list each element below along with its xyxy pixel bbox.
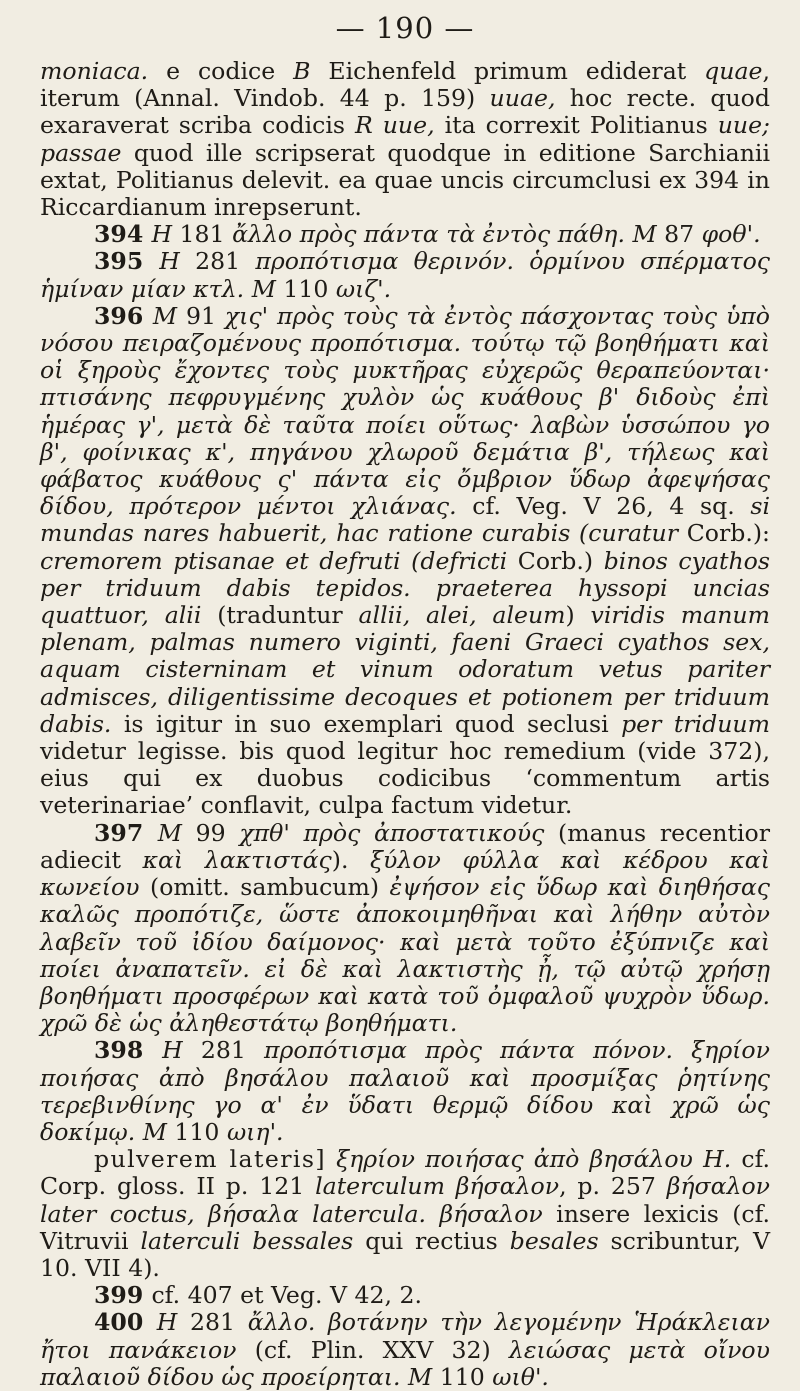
text-run: cf. 407 et Veg. V 42, 2. (151, 1281, 423, 1310)
page-number: — 190 — (335, 11, 475, 45)
italic-text: R uue, (354, 111, 435, 140)
italic-text: viridis manum plenam, palmas numero viginti, faeni Graeci cyathos sex, aquam cisterninam et vinum odoratum vetus pariter admisces, diligentissime decoques et potionem per triduum dabis. (40, 601, 770, 738)
text-run: 110 (166, 1117, 227, 1146)
greek-text: βήσαλα (208, 1199, 299, 1228)
text-run (445, 1172, 456, 1200)
greek-text: ἐψήσον εἰς ὕδωρ καὶ διηθήσας καλῶς προπότιζε, ὥστε ἀποκοιμηθῆναι καὶ λήθην αὐτὸν λαβεῖν τοῦ ἰδίου δαίμονος· καὶ μετὰ τοῦτο ἐξύπνιζε καὶ ποίει ἀναπατεῖν. εἰ δὲ καὶ λακτιστὴς ᾖ, τῷ αὐτῷ χρήσῃ βοηθήματι προσφέρων καὶ κατὰ τοῦ ὀμφαλοῦ ψυχρὸν ὕδωρ. χρῶ δὲ ὡς ἀληθεστάτῳ βοηθήματι. (40, 873, 770, 1038)
text-run: Corb.) (507, 546, 604, 575)
text-run: ). (331, 845, 371, 874)
text-run: 181 (172, 220, 233, 249)
greek-text: ἄλλο πρὸς πάντα τὰ ἐντὸς πάθη. (232, 220, 625, 249)
text-run: quod ille scripserat quodque in editione Sarchianii extat, Politianus delevit. ea quae uncis circumclusi ex 394 in Riccardianum inrepserunt. (40, 138, 770, 222)
text-run: 281 (179, 247, 256, 276)
text-run (195, 1200, 208, 1228)
italic-text: besales (509, 1226, 599, 1255)
text-run: e codice (148, 57, 294, 85)
text-run: insere lexicis (cf. Vitruvii (40, 1199, 771, 1255)
italic-text: per triduum (621, 709, 770, 738)
italic-text: allii, alei, aleum (358, 601, 566, 630)
greek-text: φοθ'. (701, 220, 761, 249)
paragraph (40, 248, 770, 302)
text-run (135, 1118, 143, 1146)
greek-text: βήσαλον (666, 1172, 771, 1201)
text-run: 281 (182, 1036, 264, 1065)
greek-text: λειώσας μετὰ οἴνου παλαιοῦ δίδου ὡς προείρηται. (40, 1335, 770, 1391)
greek-text: ωιθ'. (492, 1362, 549, 1391)
text-run (693, 1145, 703, 1173)
text-run: , iterum (Annal. Vindob. 44 p. 159) (40, 57, 770, 113)
italic-text: laterculi bessales (140, 1226, 354, 1255)
text-run: cf. Veg. V 26, 4 sq. (456, 492, 751, 521)
text-run: hoc recte. quod exaraverat scriba codicis (40, 84, 770, 140)
paragraph (40, 221, 770, 248)
greek-text: ξηρίον ποιήσας ἀπὸ βησάλου (336, 1145, 693, 1174)
italic-text: M (251, 274, 276, 303)
italic-text: si mundas nares habuerit, hac ratione curabis (curatur (40, 492, 770, 548)
text-run (326, 1145, 336, 1173)
text-run: videtur legisse. bis quod legitur hoc remedium (vide 372), eius qui ex duobus codicibus ‘commentum artis veterinariae’ conflavit, culpa factum videtur. (40, 737, 770, 820)
paragraph (40, 820, 770, 1038)
greek-text: ἄλλο. βοτάνην τὴν λεγομένην Ἡράκλειαν ἤτοι πανάκειον (40, 1308, 770, 1364)
italic-text: H (159, 247, 180, 276)
italic-text: moniaca. (40, 57, 149, 85)
paragraph (40, 1309, 770, 1391)
entry-number: 400 (94, 1308, 157, 1337)
paragraph (40, 1282, 770, 1309)
text-run: 99 (181, 818, 240, 847)
greek-text: καὶ λακτιστάς (142, 845, 332, 874)
italic-text: M (152, 301, 178, 330)
greek-text: ξύλον φύλλα καὶ κέδρου καὶ κωνείου (40, 845, 770, 902)
italic-text: latercula. (312, 1199, 427, 1228)
entry-number: 396 (94, 301, 153, 330)
italic-text: binos cyathos per triduum dabis tepidos. praeterea hyssopi uncias quattuor, alii (40, 546, 770, 630)
text-run: 281 (177, 1308, 248, 1337)
greek-text: ωιζ'. (335, 274, 392, 303)
text-run: ) (565, 601, 591, 630)
entry-number: 399 (94, 1281, 152, 1310)
entry-number: 398 (94, 1036, 163, 1065)
text-run: 110 (432, 1362, 493, 1391)
entry-number: 395 (94, 247, 160, 276)
paragraph (40, 303, 770, 820)
text-run: pulverem lateris] (94, 1145, 326, 1174)
text-run: is igitur in suo exemplari quod seclusi (111, 709, 622, 738)
greek-text: προπότισμα πρὸς πάντα πόνον. ξηρίον ποιήσας ἀπὸ βησάλου παλαιοῦ καὶ προσμίξας ῥητίνης τερεβινθίνης γο α' ἐν ὕδατι θερμῷ δίδου καὶ χρῶ ὡς δοκίμῳ. (40, 1036, 770, 1146)
text-run: (omitt. sambucum) (139, 873, 390, 902)
text-run (244, 275, 252, 303)
italic-text: laterculum (315, 1172, 445, 1201)
text-run: (cf. Plin. XXV 32) (236, 1335, 509, 1364)
text-run: 87 (656, 220, 702, 249)
text-run (401, 1363, 409, 1391)
greek-text: βήσαλον (439, 1199, 543, 1228)
text-run: ita correxit Politianus (434, 111, 718, 140)
text-run: 110 (275, 274, 336, 303)
greek-text: χπθ' πρὸς ἀποστατικούς (239, 818, 545, 847)
italic-text: B (293, 57, 311, 85)
italic-text: M (408, 1362, 433, 1391)
paragraph (40, 1037, 770, 1146)
text-run (426, 1200, 439, 1228)
italic-text: H (156, 1308, 178, 1337)
greek-text: ωιη'. (226, 1117, 284, 1146)
text-run: Eichenfeld primum ediderat (310, 57, 705, 85)
italic-text: M (157, 818, 182, 847)
italic-text: H (162, 1036, 183, 1065)
greek-text: προπότισμα θερινόν. ὁρμίνου σπέρματος ἡμίναν μίαν κτλ. (40, 247, 770, 303)
paragraph (40, 1146, 770, 1282)
entry-number: 394 (94, 220, 152, 249)
italic-text: quae (704, 57, 763, 85)
italic-text: uue; passae (40, 111, 770, 167)
greek-text: χις' πρὸς τοὺς τὰ ἐντὸς πάσχοντας τοὺς ὑπὸ νόσου πειραζομένους προπότισμα. τούτῳ τῷ βοηθήματι καὶ οἱ ξηροὺς ἔχοντες τοὺς μυκτῆρας εὐχερῶς θεραπεύονται· πτισάνης πεφρυγμένης χυλὸν ὡς κυάθους β' διδοὺς ἐπὶ ἡμέρας γ', μετὰ δὲ ταῦτα ποίει οὕτως· λαβὼν ὑσσώπου γο β', φοίνικας κ', πηγάνου χλωροῦ δεμάτια β', τήλεως καὶ φάβατος κυάθους ς' πάντα εἰς ὄμβριον ὕδωρ ἀφεψήσας δίδου, πρότερον μέντοι χλιάνας. (40, 301, 770, 521)
italic-text: H. (703, 1145, 732, 1174)
italic-text: M (142, 1117, 167, 1146)
text-run: Corb.): (677, 519, 770, 548)
greek-text: βήσαλον (455, 1172, 560, 1201)
text-run: , p. 257 (559, 1172, 667, 1201)
italic-text: cremorem ptisanae et defruti (defricti (40, 546, 508, 575)
text-run: cf. Corp. gloss. II p. 121 (40, 1145, 771, 1201)
text-run: (traduntur (201, 601, 359, 630)
italic-text: uuae, (489, 84, 556, 113)
text-run: qui rectius (353, 1226, 510, 1255)
text-run: scribuntur, V 10. VII 4). (40, 1226, 771, 1282)
italic-text: H (151, 220, 173, 249)
text-run: (manus recentior adiecit (40, 818, 771, 874)
paragraph (40, 58, 770, 221)
italic-text: M (632, 220, 657, 249)
italic-text: later coctus, (40, 1199, 195, 1228)
text-run: 91 (177, 301, 225, 330)
body-text (40, 58, 770, 1391)
entry-number: 397 (94, 818, 158, 847)
text-run (299, 1200, 312, 1228)
